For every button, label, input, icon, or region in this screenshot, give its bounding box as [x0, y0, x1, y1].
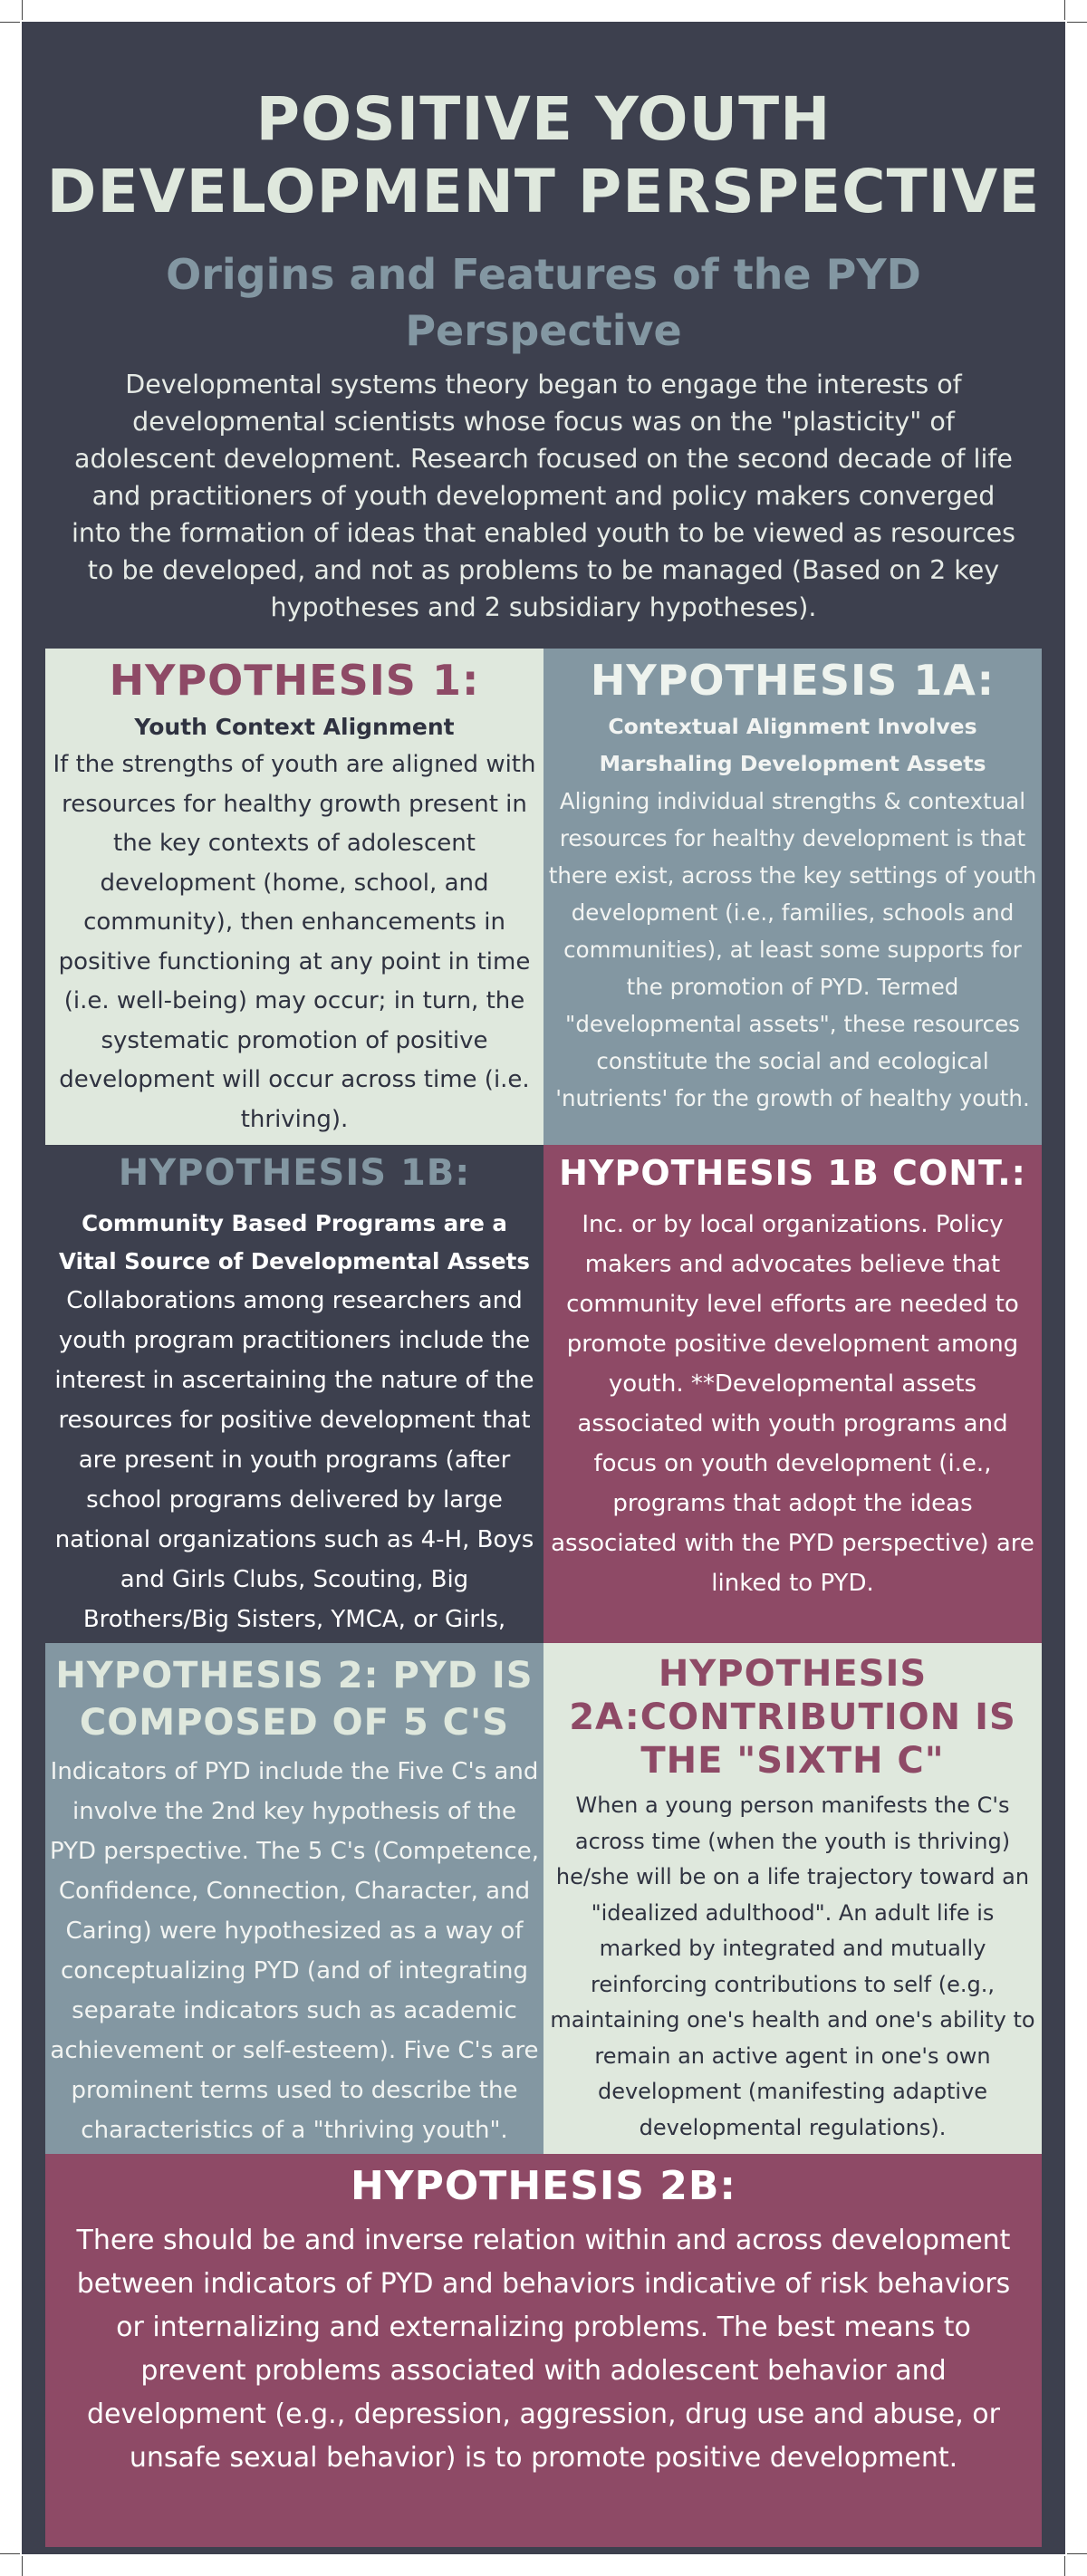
crop-mark	[0, 22, 20, 23]
hypothesis-2a-panel	[544, 1643, 1042, 2154]
hypothesis-1b-subheading: Community Based Programs are a Vital Source of Developmental Assets	[59, 1210, 530, 1274]
hypothesis-1b-body: Collaborations among researchers and youth program practitioners include the interest in ascertaining the nature of the resources for positive development that are present in youth programs (after school programs delivered by large national organizations such as 4-H, Boys and Girls Clubs, Scouting, Big Brothers/Big Sisters, YMCA, or Girls,	[54, 1287, 534, 1633]
poster	[22, 22, 1065, 2554]
crop-mark	[1064, 0, 1065, 20]
hypothesis-1a-heading: HYPOTHESIS 1A:	[590, 656, 996, 705]
hypothesis-2b-panel	[45, 2154, 1042, 2547]
page-subtitle: Origins and Features of the PYD Perspective	[166, 250, 921, 355]
hypothesis-1b-heading: HYPOTHESIS 1B:	[118, 1152, 471, 1194]
crop-mark	[1067, 2553, 1087, 2554]
hypothesis-1-body: If the strengths of youth are aligned with resources for healthy growth present in the key contexts of adolescent development (home, school, and community), then enhancements in positive functioning at any point in time (i.e. well-being) may occur; in turn, the systematic promotion of positive development will occur across time (i.e. thriving).	[53, 751, 536, 1133]
hypothesis-1b-cont-body: Inc. or by local organizations. Policy makers and advocates believe that community level efforts are needed to promote positive development among youth. **Developmental assets associated with youth programs and focus on youth development (i.e., programs that adopt the ideas associated with the PYD perspective) are linked to PYD.	[551, 1211, 1034, 1597]
hypothesis-1-panel	[45, 649, 544, 1145]
crop-mark	[0, 2553, 20, 2554]
hypothesis-2-heading: HYPOTHESIS 2: PYD IS COMPOSED OF 5 C'S	[55, 1655, 534, 1744]
hypothesis-2b-body: There should be and inverse relation within and across development between indicators of PYD and behaviors indicative of risk behaviors or internalizing and externalizing problems. The best means to prevent problems associated with adolescent behavior and development (e.g., depression, aggression, drug use and abuse, or unsafe sexual behavior) is to promote positive development.	[76, 2225, 1011, 2474]
crop-mark	[22, 0, 23, 20]
hypothesis-1a-subheading: Contextual Alignment Involves Marshaling Development Assets	[599, 714, 986, 776]
hypothesis-1a-body: Aligning individual strengths & contextual resources for healthy development is that there exist, across the key settings of youth development (i.e., families, schools and communities), at least some supports for the promotion of PYD. Termed "developmental assets", these resources constitute the social and ecological 'nutrients' for the growth of healthy youth.	[548, 788, 1037, 1111]
hypothesis-1b-cont-panel	[544, 1145, 1042, 1643]
crop-mark	[22, 2556, 23, 2576]
intro-paragraph: Developmental systems theory began to engage the interests of developmental scientists whose focus was on the "plasticity" of adolescent development. Research focused on the second decade of life and practitioners of youth development and policy makers converged into the formation of ideas that enabled youth to be viewed as resources to be developed, and not as problems to be managed (Based on 2 key hypotheses and 2 subsidiary hypotheses).	[71, 370, 1015, 622]
hypothesis-2b-heading: HYPOTHESIS 2B:	[350, 2163, 737, 2209]
page-title: POSITIVE YOUTH DEVELOPMENT PERSPECTIVE	[46, 84, 1041, 226]
crop-mark	[1067, 22, 1087, 23]
hypothesis-1b-panel	[45, 1145, 544, 1643]
hypothesis-2a-body: When a young person manifests the C's across time (when the youth is thriving) he/she will be on a life trajectory toward an "idealized adulthood". An adult life is marked by integrated and mutually reinforcing contributions to self (e.g., maintaining one's health and one's ability to remain an active agent in one's own development (manifesting adaptive developmental regulations).	[550, 1793, 1035, 2140]
hypothesis-1b-cont-heading: HYPOTHESIS 1B CONT.:	[559, 1153, 1026, 1193]
hypothesis-2-body: Indicators of PYD include the Five C's and involve the 2nd key hypothesis of the PYD perspective. The 5 C's (Competence, Confidence, Connection, Character, and Caring) were hypothesized as a way of conceptualizing PYD (and of integrating separate indicators such as academic achievement or self-esteem). Five C's are prominent terms used to describe the characteristics of a "thriving youth".	[50, 1758, 539, 2144]
hypothesis-1-heading: HYPOTHESIS 1:	[109, 656, 480, 705]
hypothesis-1-subheading: Youth Context Alignment	[134, 714, 455, 740]
hypothesis-2a-heading: HYPOTHESIS 2A:CONTRIBUTION IS THE "SIXTH C"	[569, 1653, 1016, 1782]
hypothesis-1a-panel	[544, 649, 1042, 1145]
hypothesis-2-panel	[45, 1643, 544, 2154]
crop-mark	[1064, 2556, 1065, 2576]
